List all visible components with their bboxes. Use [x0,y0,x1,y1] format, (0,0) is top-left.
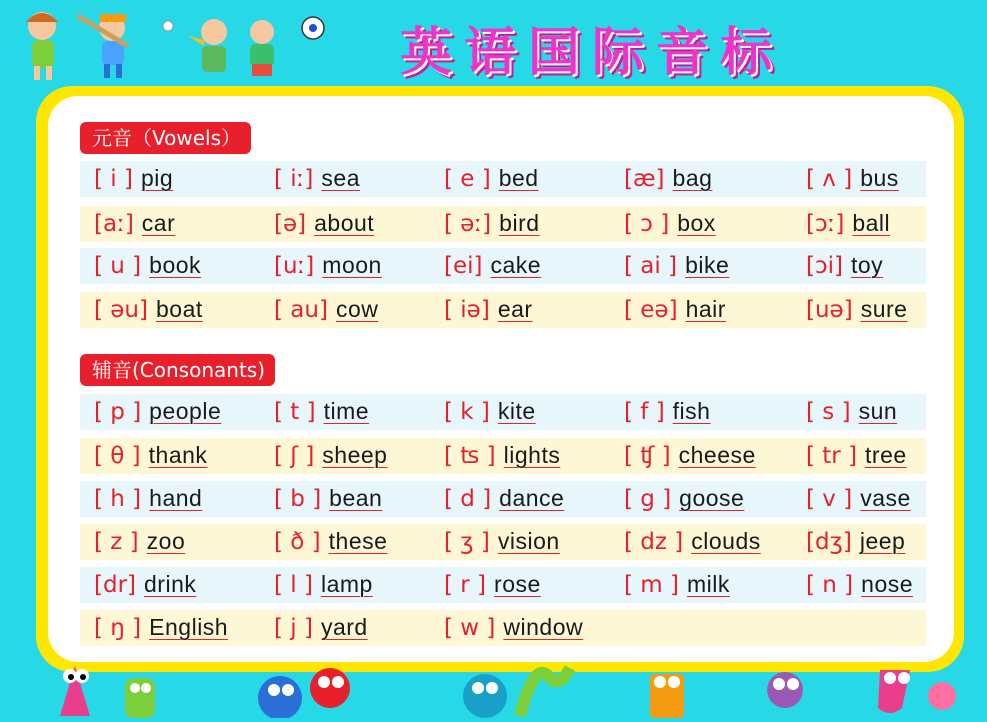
phonetic-symbol: [ au] [274,297,328,323]
page-title: 英语国际音标 [400,22,785,83]
example-word: lights [503,442,561,468]
phonetic-symbol: [ tr ] [806,443,858,469]
phonetic-symbol: [ k ] [444,399,490,425]
phonetic-cell [444,394,536,430]
example-word: cow [335,296,379,322]
phonetic-cell [624,524,761,560]
phonetic-cell [274,438,387,474]
phonetic-symbol: [ əː] [444,211,492,237]
example-word: dance [499,485,565,511]
example-word: moon [322,252,382,278]
table-row [80,394,926,430]
example-word: milk [686,571,730,597]
phonetic-symbol: [uː] [274,253,315,279]
phonetic-cell [624,567,730,603]
phonetic-cell [624,481,744,517]
phonetic-cell [444,248,541,284]
phonetic-symbol: [ ʃ ] [274,443,315,469]
phonetic-symbol: [ r ] [444,572,487,598]
vowels-section-label: 元音（Vowels） [80,122,251,154]
phonetic-cell [624,206,716,242]
phonetic-cell [806,567,913,603]
phonetic-cell [274,567,373,603]
example-word: English [149,614,229,640]
phonetic-symbol: [ v ] [806,486,853,512]
phonetic-symbol: [ u ] [94,253,142,279]
table-row [80,206,926,242]
phonetic-cell [274,394,369,430]
example-word: vision [497,528,560,554]
phonetic-symbol: [ d ] [444,486,492,512]
phonetic-symbol: [ ɔ ] [624,211,670,237]
phonetic-symbol: [ iː] [274,166,314,192]
phonetic-cell [94,567,196,603]
phonetic-symbol: [ əu] [94,297,148,323]
example-word: boat [156,296,203,322]
table-row [80,524,926,560]
example-word: people [149,398,222,424]
example-word: box [677,210,716,236]
example-word: nose [861,571,914,597]
example-word: yard [320,614,368,640]
phonetic-symbol: [ i ] [94,166,133,192]
example-word: rose [494,571,541,597]
example-word: toy [850,252,884,278]
phonetic-symbol: [ ŋ ] [94,615,142,641]
phonetic-cell [94,481,202,517]
example-word: bed [498,165,539,191]
example-word: lamp [320,571,373,597]
phonetic-symbol: [ g ] [624,486,672,512]
example-word: sun [858,398,898,424]
example-word: jeep [859,528,906,554]
table-row [80,292,926,328]
phonetic-symbol: [ ʌ ] [806,166,853,192]
example-word: sheep [322,442,388,468]
phonetic-cell [94,394,221,430]
letter-mascots-illustration [30,648,970,718]
phonetic-cell [94,610,228,646]
phonetic-symbol: [ n ] [806,572,854,598]
phonetic-symbol: [ b ] [274,486,322,512]
phonetic-cell [806,161,899,197]
phonetic-cell [806,248,883,284]
example-word: tree [865,442,907,468]
phonetic-cell [94,438,207,474]
example-word: bike [685,252,730,278]
phonetic-symbol: [ t ] [274,399,316,425]
example-word: book [149,252,202,278]
table-row [80,481,926,517]
phonetic-symbol: [ ʒ ] [444,529,490,555]
example-word: bus [860,165,899,191]
phonetic-cell [94,248,201,284]
example-word: vase [860,485,911,511]
phonetic-symbol: [ e ] [444,166,491,192]
table-row [80,438,926,474]
phonetic-symbol: [ f ] [624,399,665,425]
phonetic-symbol: [aː] [94,211,134,237]
phonetic-cell [274,524,387,560]
phonetic-symbol: [ θ ] [94,443,141,469]
phonetic-symbol: [ j ] [274,615,313,641]
example-word: ear [497,296,533,322]
phonetic-cell [444,161,539,197]
phonetic-cell [94,524,185,560]
phonetic-cell [624,394,710,430]
phonetic-symbol: [ ai ] [624,253,678,279]
phonetic-symbol: [ ʧ ] [624,443,671,469]
phonetic-symbol: [ w ] [444,615,496,641]
example-word: goose [679,485,745,511]
phonetic-cell [94,292,203,328]
phonetic-cell [806,394,897,430]
example-word: cheese [678,442,756,468]
example-word: bag [672,165,713,191]
example-word: bird [499,210,540,236]
phonetic-cell [624,248,729,284]
phonetic-symbol: [ ʦ ] [444,443,496,469]
example-word: cake [490,252,542,278]
phonetic-symbol: [ dz ] [624,529,684,555]
phonetic-symbol: [ m ] [624,572,679,598]
example-word: car [141,210,176,236]
example-word: thank [148,442,208,468]
example-word: sure [860,296,908,322]
phonetic-symbol: [ eə] [624,297,678,323]
example-word: sea [321,165,360,191]
example-word: pig [140,165,174,191]
phonetic-cell [624,438,756,474]
phonetic-cell [444,567,541,603]
phonetic-symbol: [ l ] [274,572,313,598]
cartoon-kids-illustration [8,6,338,84]
phonetic-cell [444,292,533,328]
phonetic-symbol: [æ] [624,166,665,192]
phonetic-symbol: [ p ] [94,399,142,425]
table-row [80,610,926,646]
phonetic-symbol: [ iə] [444,297,490,323]
phonetic-cell [94,161,173,197]
phonetic-cell [274,481,382,517]
phonetic-cell [806,524,905,560]
example-word: hair [685,296,726,322]
phonetic-symbol: [uə] [806,297,853,323]
phonetic-symbol: [ s ] [806,399,851,425]
phonetic-cell [444,438,560,474]
example-word: time [323,398,370,424]
table-row [80,567,926,603]
example-word: hand [149,485,203,511]
example-word: these [328,528,388,554]
example-word: clouds [691,528,761,554]
phonetic-cell [444,610,583,646]
example-word: kite [497,398,536,424]
phonetic-cell [624,161,712,197]
phonetic-cell [806,292,907,328]
phonetic-cell [444,206,540,242]
example-word: ball [852,210,891,236]
phonetic-symbol: [ z ] [94,529,139,555]
phonetic-symbol: [ h ] [94,486,142,512]
consonants-section-label: 辅音(Consonants) [80,354,275,386]
phonetic-cell [806,481,911,517]
example-word: about [314,210,375,236]
example-word: fish [672,398,711,424]
table-row [80,161,926,197]
phonetic-symbol: [ɔi] [806,253,843,279]
example-word: bean [329,485,383,511]
phonetic-cell [444,481,564,517]
phonetic-cell [806,206,890,242]
phonetic-cell [624,292,726,328]
phonetic-cell [274,161,360,197]
phonetic-cell [274,610,368,646]
phonetic-symbol: [dʒ] [806,529,852,555]
phonetic-symbol: [ɔː] [806,211,845,237]
phonetic-cell [274,292,378,328]
phonetic-cell [444,524,560,560]
example-word: zoo [146,528,186,554]
phonetic-symbol: [ə] [274,211,307,237]
phonetic-symbol: [ ð ] [274,529,321,555]
phonetic-symbol: [ei] [444,253,483,279]
phonetic-cell [806,438,907,474]
phonetic-cell [274,248,382,284]
example-word: drink [144,571,197,597]
phonetic-cell [94,206,175,242]
example-word: window [503,614,584,640]
table-row [80,248,926,284]
phonetic-symbol: [dr] [94,572,137,598]
phonetic-cell [274,206,374,242]
